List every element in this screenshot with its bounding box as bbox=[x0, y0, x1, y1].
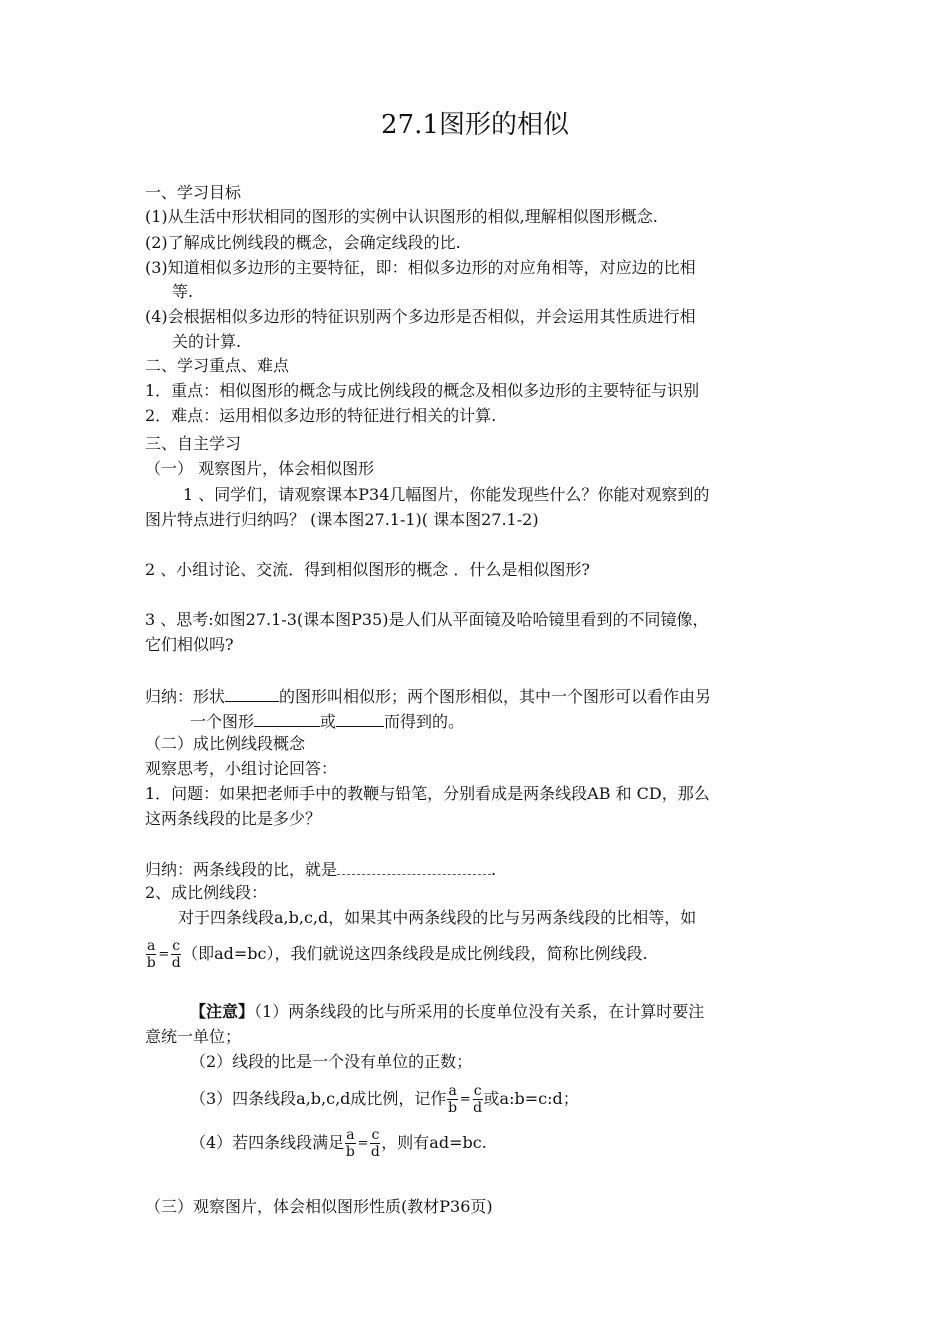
self-study-heading: 三、自主学习 bbox=[145, 434, 242, 453]
part1-heading: （一） 观察图片，体会相似图形 bbox=[145, 459, 375, 478]
part1-question3: 3 、思考:如图27.1-3(课本图P35)是人们从平面镜及哈哈镜里看到的不同镜像， bbox=[145, 610, 709, 629]
note-4 bbox=[190, 1122, 487, 1164]
fraction-c-over-d: $\frac{c}{d}$ bbox=[370, 1127, 380, 1160]
key-point-2: 2．难点：运用相似多边形的特征进行相关的计算. bbox=[145, 406, 497, 425]
key-point-1: 1．重点：相似图形的概念与成比例线段的概念及相似多边形的主要特征与识别 bbox=[145, 381, 700, 400]
fill-blank-ratio[interactable] bbox=[337, 858, 491, 875]
objective-item-1: (1)从生活中形状相同的图形的实例中认识图形的相似,理解相似图形概念. bbox=[145, 207, 658, 226]
part3-heading: （三）观察图片，体会相似图形性质(教材P36页) bbox=[145, 1197, 493, 1216]
part2-question1-cont: 这两条线段的比是多少？ bbox=[145, 809, 322, 828]
fill-blank-transform-1[interactable] bbox=[254, 709, 320, 727]
note-3-text-b: 或a:b=c:d； bbox=[483, 1089, 579, 1108]
part1-summary-text-e: 而得到的。 bbox=[384, 712, 465, 731]
fraction-c-over-d: $\frac{c}{d}$ bbox=[171, 938, 181, 971]
equals-sign: = bbox=[459, 1091, 471, 1107]
note-1 bbox=[190, 1001, 704, 1023]
equals-sign: = bbox=[357, 1135, 369, 1151]
note-3 bbox=[190, 1078, 579, 1120]
part1-question1: 1 、同学们，请观察课本P34几幅图片，你能发现些什么？你能对观察到的 bbox=[183, 485, 710, 504]
part2-summary bbox=[145, 858, 496, 881]
part2-definition-cont bbox=[145, 933, 648, 975]
note-2: （2）线段的比是一个没有单位的正数； bbox=[190, 1052, 473, 1071]
note-1-text: （1）两条线段的比与所采用的长度单位没有关系，在计算时要注 bbox=[254, 1002, 705, 1021]
objective-item-4: (4)会根据相似多边形的特征识别两个多边形是否相似，并会运用其性质进行相 bbox=[145, 307, 696, 326]
objective-item-3-cont: 等. bbox=[172, 282, 194, 301]
note-1-cont: 意统一单位； bbox=[145, 1027, 242, 1046]
note-3-text-a: （3）四条线段a,b,c,d成比例，记作 bbox=[190, 1089, 447, 1108]
part1-summary-text-a: 归纳：形状 bbox=[145, 687, 226, 706]
page-title: 27.1图形的相似 bbox=[381, 110, 569, 140]
equals-sign: = bbox=[158, 946, 170, 962]
part2-summary-text-a: 归纳：两条线段的比，就是 bbox=[145, 860, 338, 879]
fill-blank-transform-2[interactable] bbox=[336, 709, 384, 727]
objective-item-3: (3)知道相似多边形的主要特征，即：相似多边形的对应角相等，对应边的比相 bbox=[145, 258, 696, 277]
fraction-c-over-d: $\frac{c}{d}$ bbox=[473, 1083, 483, 1116]
part1-question1-cont: 图片特点进行归纳吗？ (课本图27.1-1)( 课本图27.1-2) bbox=[145, 510, 539, 529]
note-label: 【注意】 bbox=[190, 1002, 255, 1021]
objectives-heading: 一、学习目标 bbox=[145, 183, 242, 202]
fill-blank-shape[interactable] bbox=[225, 684, 279, 702]
part1-question3-cont: 它们相似吗? bbox=[145, 635, 234, 654]
part1-summary bbox=[145, 684, 711, 708]
part2-question1: 1．问题：如果把老师手中的教鞭与铅笔，分别看成是两条线段AB 和 CD，那么 bbox=[145, 784, 710, 803]
fraction-a-over-b: $\frac{a}{b}$ bbox=[146, 938, 156, 971]
part2-summary-text-b: . bbox=[491, 860, 497, 879]
part2-heading: （二）成比例线段概念 bbox=[145, 734, 306, 753]
part1-question2: 2 、小组讨论、交流．得到相似图形的概念 ．什么是相似图形? bbox=[145, 560, 590, 579]
fraction-a-over-b: $\frac{a}{b}$ bbox=[448, 1083, 458, 1116]
part1-summary-text-c: 一个图形 bbox=[190, 712, 255, 731]
objective-item-2: (2)了解成比例线段的概念，会确定线段的比. bbox=[145, 233, 461, 252]
part1-summary-cont bbox=[190, 709, 464, 733]
note-4-text-a: （4）若四条线段满足 bbox=[190, 1133, 345, 1152]
fraction-a-over-b: $\frac{a}{b}$ bbox=[345, 1127, 355, 1160]
objective-item-4-cont: 关的计算. bbox=[172, 332, 242, 351]
part2-sub2-heading: 2、成比例线段： bbox=[145, 883, 268, 902]
part1-summary-text-b: 的图形叫相似形；两个图形相似，其中一个图形可以看作由另 bbox=[279, 687, 712, 706]
part1-summary-text-d: 或 bbox=[320, 712, 337, 731]
note-4-text-b: ，则有ad=bc. bbox=[381, 1133, 487, 1152]
key-points-heading: 二、学习重点、难点 bbox=[145, 356, 290, 375]
part2-definition-text: （即ad=bc），我们就说这四条线段是成比例线段，简称比例线段. bbox=[182, 944, 648, 963]
part2-definition: 对于四条线段a,b,c,d，如果其中两条线段的比与另两条线段的比相等，如 bbox=[178, 908, 697, 927]
part2-intro: 观察思考，小组讨论回答： bbox=[145, 759, 338, 778]
